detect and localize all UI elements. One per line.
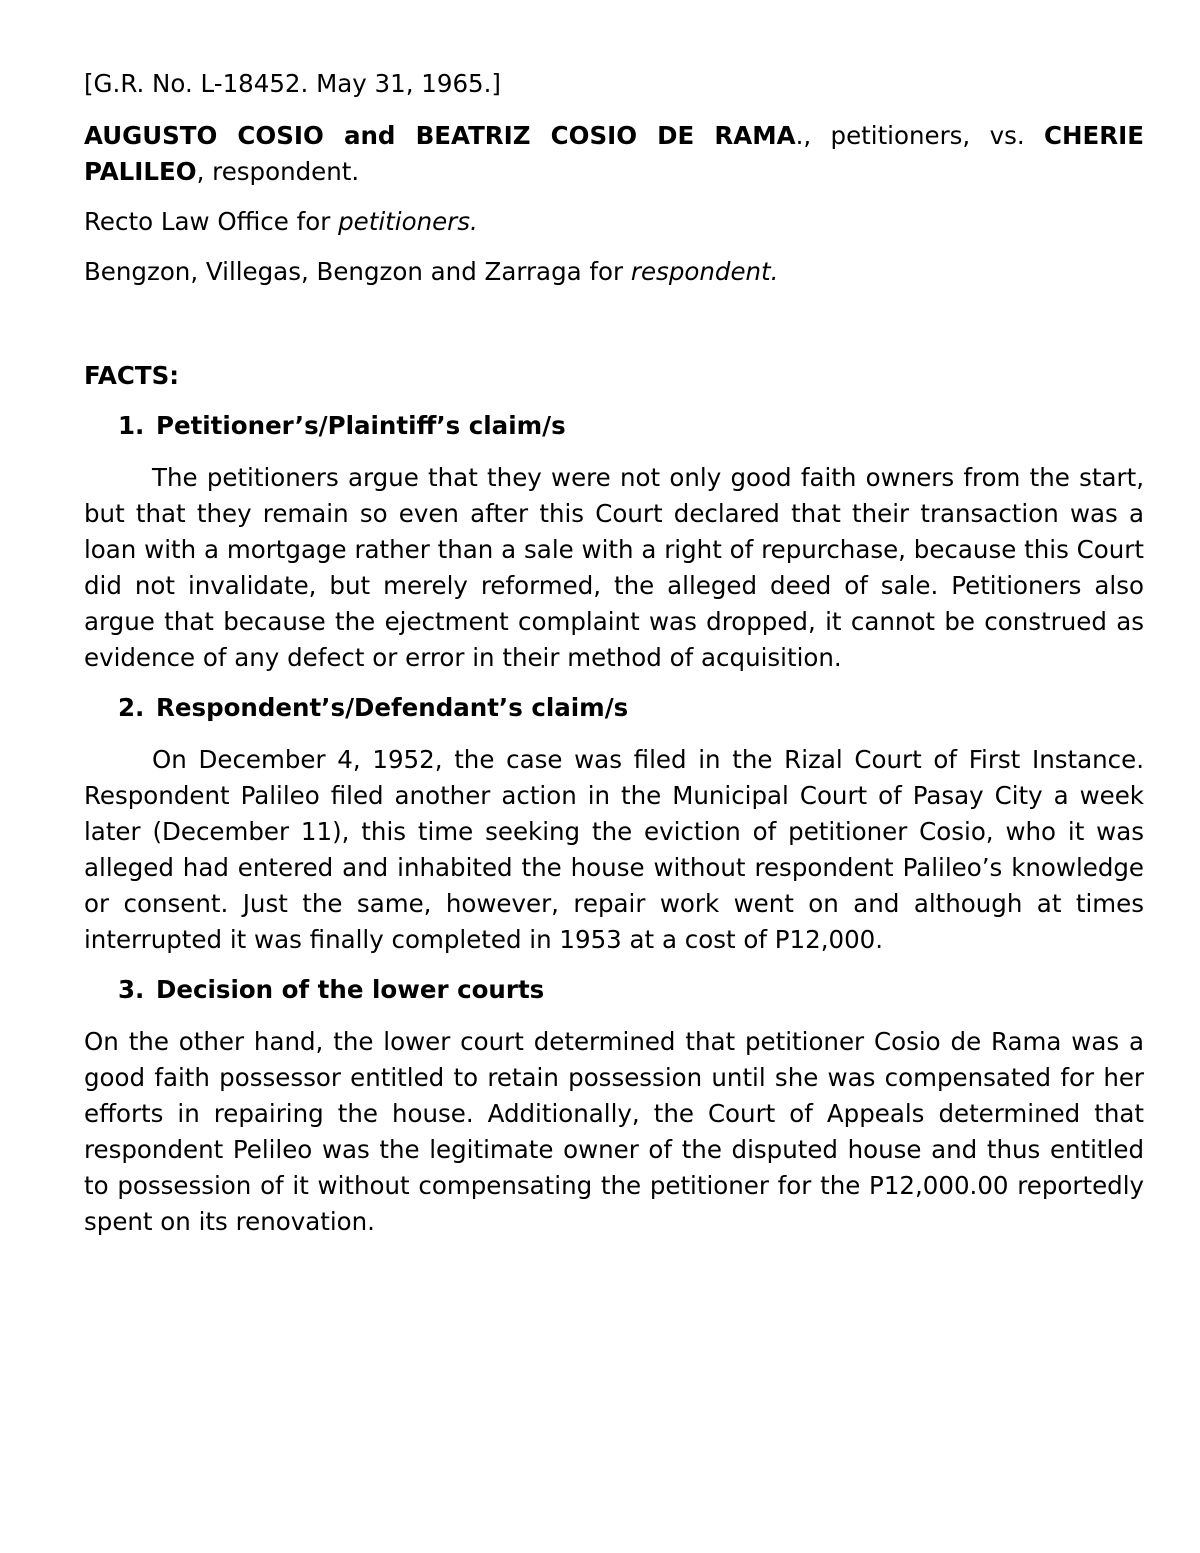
petitioners-counsel-firm: Recto Law Office for bbox=[84, 207, 339, 236]
respondent-counsel-role: respondent. bbox=[630, 257, 779, 286]
section-body-lower-court-decision: On the other hand, the lower court determined that petitioner Cosio de Rama was a good faith possessor entitled to retain possession until she was compensated for her efforts in repairing the house. Additionally, the Court of Appeals determined that respondent Pelileo was the legitimate owner of the disputed house and thus entitled to possession of it without compensating the petitioner for the P12,000.00 reportedly spent on its renovation. bbox=[84, 1027, 1144, 1236]
section-heading-petitioner-claims bbox=[118, 408, 1144, 444]
facts-heading: FACTS: bbox=[84, 361, 180, 390]
petitioners-names: AUGUSTO COSIO and BEATRIZ COSIO DE RAMA bbox=[84, 121, 796, 150]
section-title: Petitioner’s/Plaintiff’s claim/s bbox=[156, 411, 566, 440]
section-heading-lower-court-decision bbox=[118, 972, 1144, 1008]
case-number: [G.R. No. L-18452. May 31, 1965.] bbox=[84, 69, 501, 98]
respondent-suffix: , respondent. bbox=[196, 157, 360, 186]
section-title: Decision of the lower courts bbox=[156, 975, 545, 1004]
section-number: 3. bbox=[118, 975, 145, 1004]
respondent-counsel bbox=[84, 254, 1144, 290]
petitioners-counsel bbox=[84, 204, 1144, 240]
petitioners-counsel-role: petitioners. bbox=[338, 207, 478, 236]
section-heading-respondent-claims bbox=[118, 690, 1144, 726]
case-parties bbox=[84, 118, 1144, 190]
respondent-counsel-firm: Bengzon, Villegas, Bengzon and Zarraga for bbox=[84, 257, 631, 286]
petitioners-suffix: ., petitioners, vs. bbox=[795, 121, 1025, 150]
section-body-respondent-claims: On December 4, 1952, the case was filed in the Rizal Court of First Instance. Respondent Palileo filed another action in the Municipal Court of Pasay City a week later (December 11), this time seeking the eviction of petitioner Cosio, who it was alleged had entered and inhabited the house without respondent Palileo’s knowledge or consent. Just the same, however, repair work went on and although at times interrupted it was finally completed in 1953 at a cost of P12,000. bbox=[84, 745, 1144, 954]
respondent-name: CHERIE PALILEO bbox=[84, 121, 1144, 186]
section-number: 1. bbox=[118, 411, 145, 440]
section-number: 2. bbox=[118, 693, 145, 722]
section-body-petitioner-claims: The petitioners argue that they were not only good faith owners from the start, but that they remain so even after this Court declared that their transaction was a loan with a mortgage rather than a sale with a right of repurchase, because this Court did not invalidate, but merely reformed, the alleged deed of sale. Petitioners also argue that because the ejectment complaint was dropped, it cannot be construed as evidence of any defect or error in their method of acquisition. bbox=[84, 463, 1144, 672]
section-title: Respondent’s/Defendant’s claim/s bbox=[156, 693, 629, 722]
document bbox=[84, 66, 1144, 1254]
